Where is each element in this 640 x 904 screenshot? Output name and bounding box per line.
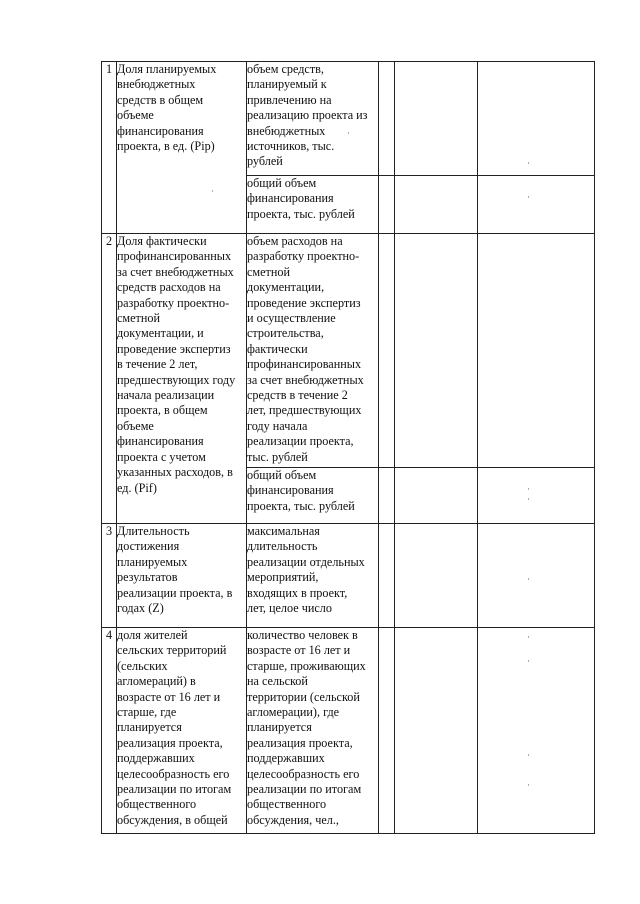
- empty-cell: [379, 62, 395, 176]
- scan-speck: ·: [527, 158, 530, 168]
- empty-cell: [379, 524, 395, 628]
- empty-cell: [379, 234, 395, 468]
- indicator-name: Доля фактически профинансированных за счет внебюджетных средств расходов на разработку проектно- сметной документации, и проведение экспертиз в течение 2 лет, предшествующих году начала реализации проекта, в общем объеме финансирования проекта с учетом указанных расходов, в ед. (Pif): [117, 234, 247, 524]
- empty-cell: [478, 176, 595, 234]
- empty-cell: [379, 628, 395, 834]
- table-row: [102, 524, 595, 628]
- indicator-name: доля жителей сельских территорий (сельских агломераций) в возрасте от 16 лет и старше, где планируется реализация проекта, поддержавших целесообразность его реализации по итогам общественного обсуждения, в общей: [117, 628, 247, 834]
- indicator-name: Доля планируемых внебюджетных средств в общем объеме финансирования проекта, в ед. (Pip): [117, 62, 247, 234]
- empty-cell: [395, 468, 478, 524]
- indicator-table: [101, 61, 595, 834]
- row-number: 4: [102, 628, 117, 834]
- empty-cell: [395, 176, 478, 234]
- scan-speck: ·: [527, 750, 530, 760]
- scan-speck: ·: [527, 494, 530, 504]
- empty-cell: [395, 524, 478, 628]
- indicator-component: количество человек в возрасте от 16 лет и старше, проживающих на сельской территории (сельской агломерации), где планируется реализация проекта, поддержавших целесообразность его реализации по итогам общественного обсуждения, чел.,: [247, 628, 379, 834]
- scan-speck: ·: [527, 192, 530, 202]
- table-row: [102, 234, 595, 468]
- indicator-component: общий объем финансирования проекта, тыс. рублей: [247, 176, 379, 234]
- empty-cell: [478, 468, 595, 524]
- indicator-component: максимальная длительность реализации отдельных мероприятий, входящих в проект, лет, целое число: [247, 524, 379, 628]
- row-number: 1: [102, 62, 117, 234]
- scan-speck: ·: [347, 128, 350, 138]
- empty-cell: [379, 176, 395, 234]
- scan-speck: ·: [527, 780, 530, 790]
- scan-speck: ·: [527, 484, 530, 494]
- scan-speck: ·: [527, 574, 530, 584]
- indicator-name: Длительность достижения планируемых результатов реализации проекта, в годах (Z): [117, 524, 247, 628]
- row-number: 3: [102, 524, 117, 628]
- row-number: 2: [102, 234, 117, 524]
- empty-cell: [395, 234, 478, 468]
- empty-cell: [395, 628, 478, 834]
- empty-cell: [478, 628, 595, 834]
- table-row: [102, 628, 595, 834]
- empty-cell: [478, 62, 595, 176]
- empty-cell: [395, 62, 478, 176]
- indicator-component: общий объем финансирования проекта, тыс. рублей: [247, 468, 379, 524]
- empty-cell: [379, 468, 395, 524]
- scan-speck: ·: [527, 656, 530, 666]
- scan-speck: ·: [527, 632, 530, 642]
- table-row: [102, 62, 595, 176]
- indicator-component: объем средств, планируемый к привлечению на реализацию проекта из внебюджетных источников, тыс. рублей: [247, 62, 379, 176]
- empty-cell: [478, 524, 595, 628]
- indicator-component: объем расходов на разработку проектно- сметной документации, проведение экспертиз и осуществление строительства, фактически профинансированных за счет внебюджетных средств в течение 2 лет, предшествующих году начала реализации проекта, тыс. рублей: [247, 234, 379, 468]
- empty-cell: [478, 234, 595, 468]
- scan-speck: ·: [211, 186, 214, 196]
